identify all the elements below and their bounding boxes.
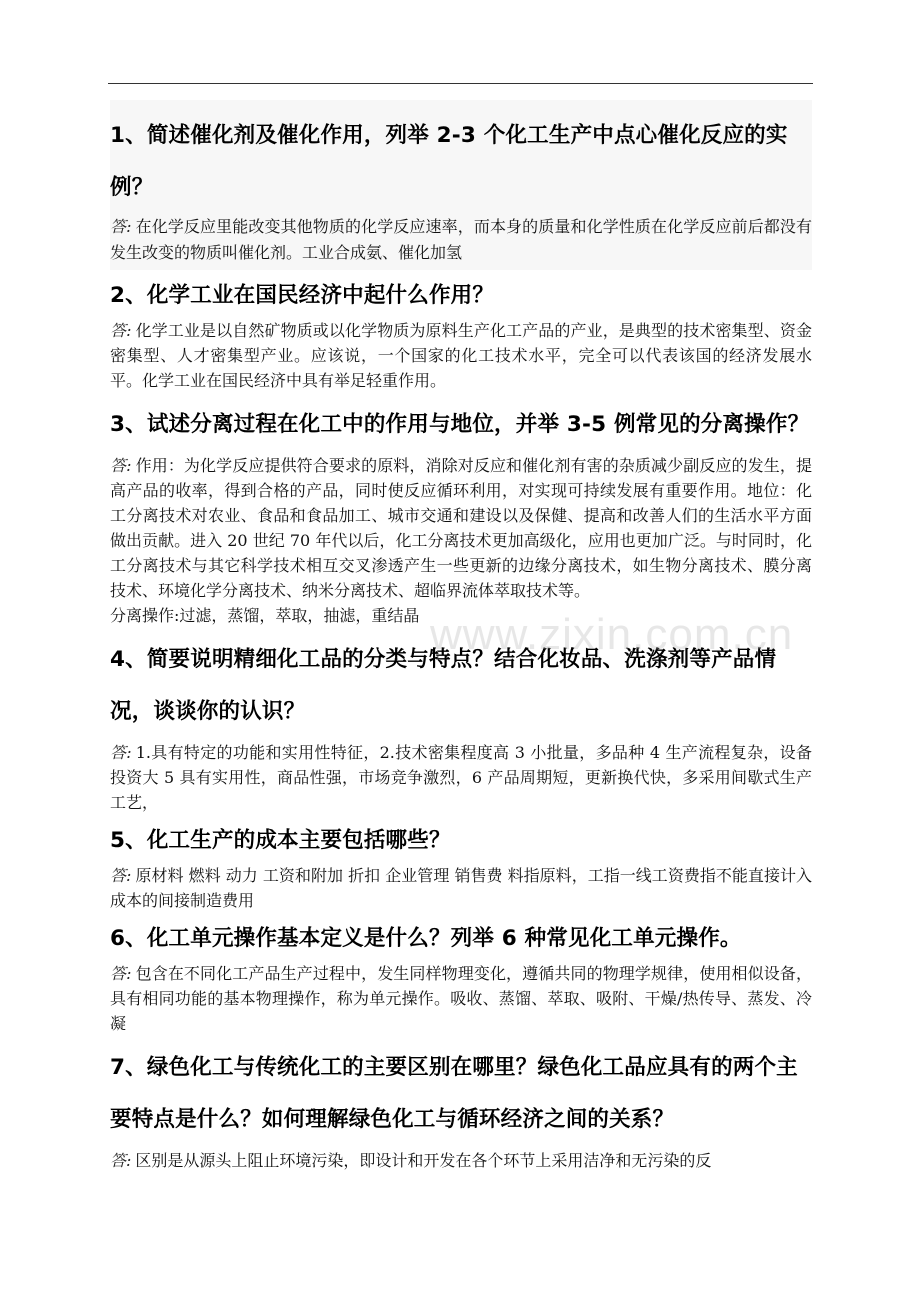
qa-item-4 xyxy=(110,634,812,815)
answer-mark: 答: xyxy=(110,1151,132,1170)
answer-mark: 答: xyxy=(110,964,132,983)
answer-body: 区别是从源头上阻止环境污染，即设计和开发在各个环节上采用洁净和无污染的反 xyxy=(135,1151,712,1170)
answer-text xyxy=(110,740,812,815)
answer-body: 化学工业是以自然矿物质或以化学物质为原料生产化工产品的产业，是典型的技术密集型、资金密集型、人才密集型产业。应该说，一个国家的化工技术水平，完全可以代表该国的经济发展水平。化学工业在国民经济中具有举足轻重作用。 xyxy=(110,321,812,390)
answer-mark: 答: xyxy=(110,866,132,885)
question-heading: 1、简述催化剂及催化作用，列举 2-3 个化工生产中点心催化反应的实例？ xyxy=(110,100,812,214)
answer-text xyxy=(110,453,812,628)
qa-item-1 xyxy=(110,100,812,270)
answer-body: 1.具有特定的功能和实用性特征，2.技术密集程度高 3 小批量，多品种 4 生产流程复杂，设备投资大 5 具有实用性，商品性强，市场竞争激烈，6 产品周期短，更新换代快，多采用间歇式生产工艺， xyxy=(110,743,812,812)
answer-mark: 答: xyxy=(110,217,132,236)
qa-item-2 xyxy=(110,276,812,393)
question-heading: 3、试述分离过程在化工中的作用与地位，并举 3-5 例常见的分离操作？ xyxy=(110,412,810,437)
answer-mark: 答: xyxy=(110,321,132,340)
answer-extra: 分离操作:过滤，蒸馏，萃取，抽滤，重结晶 xyxy=(110,606,420,625)
qa-item-7 xyxy=(110,1042,812,1173)
question-heading: 5、化工生产的成本主要包括哪些？ xyxy=(110,828,451,853)
answer-body: 原材料 燃料 动力 工资和附加 折扣 企业管理 销售费 料指原料，工指一线工资费指不能直接计入成本的间接制造费用 xyxy=(110,866,812,910)
watermark: www.zixin.com.cn xyxy=(430,610,794,659)
answer-body: 包含在不同化工产品生产过程中，发生同样物理变化，遵循共同的物理学规律，使用相似设备，具有相同功能的基本物理操作，称为单元操作。吸收、蒸馏、萃取、吸附、干燥/热传导、蒸发、冷凝 xyxy=(110,964,812,1033)
qa-item-3 xyxy=(110,399,812,628)
answer-text xyxy=(110,863,812,913)
qa-item-6 xyxy=(110,919,812,1036)
answer-body: 作用：为化学反应提供符合要求的原料，消除对反应和催化剂有害的杂质减少副反应的发生，提高产品的收率，得到合格的产品，同时使反应循环利用，对实现可持续发展有重要作用。地位：化工分离技术对农业、食品和食品加工、城市交通和建设以及保健、提高和改善人们的生活水平方面做出贡献。进入 20 世纪 70 年代以后，化工分离技术更加高级化，应用也更加广泛。与时同时，化工分离技术与其它科学技术相互交叉渗透产生一些更新的边缘分离技术，如生物分离技术、膜分离技术、环境化学分离技术、纳米分离技术、超临界流体萃取技术等。 xyxy=(110,456,812,600)
answer-mark: 答: xyxy=(110,743,132,762)
answer-body: 在化学反应里能改变其他物质的化学反应速率，而本身的质量和化学性质在化学反应前后都没有发生改变的物质叫催化剂。工业合成氨、催化加氢 xyxy=(110,217,812,262)
question-heading: 6、化工单元操作基本定义是什么？列举 6 种常见化工单元操作。 xyxy=(110,926,742,951)
header-rule xyxy=(108,83,813,84)
answer-text xyxy=(110,318,812,393)
answer-text xyxy=(110,1148,812,1173)
answer-mark: 答: xyxy=(110,456,132,475)
question-heading: 4、简要说明精细化工品的分类与特点？结合化妆品、洗涤剂等产品情况，谈谈你的认识？ xyxy=(110,647,777,724)
answer-text xyxy=(110,214,812,270)
answer-text xyxy=(110,961,812,1036)
question-heading: 7、绿色化工与传统化工的主要区别在哪里？绿色化工品应具有的两个主要特点是什么？如何理解绿色化工与循环经济之间的关系？ xyxy=(110,1055,798,1132)
qa-item-5 xyxy=(110,821,812,913)
question-heading: 2、化学工业在国民经济中起什么作用？ xyxy=(110,283,495,308)
